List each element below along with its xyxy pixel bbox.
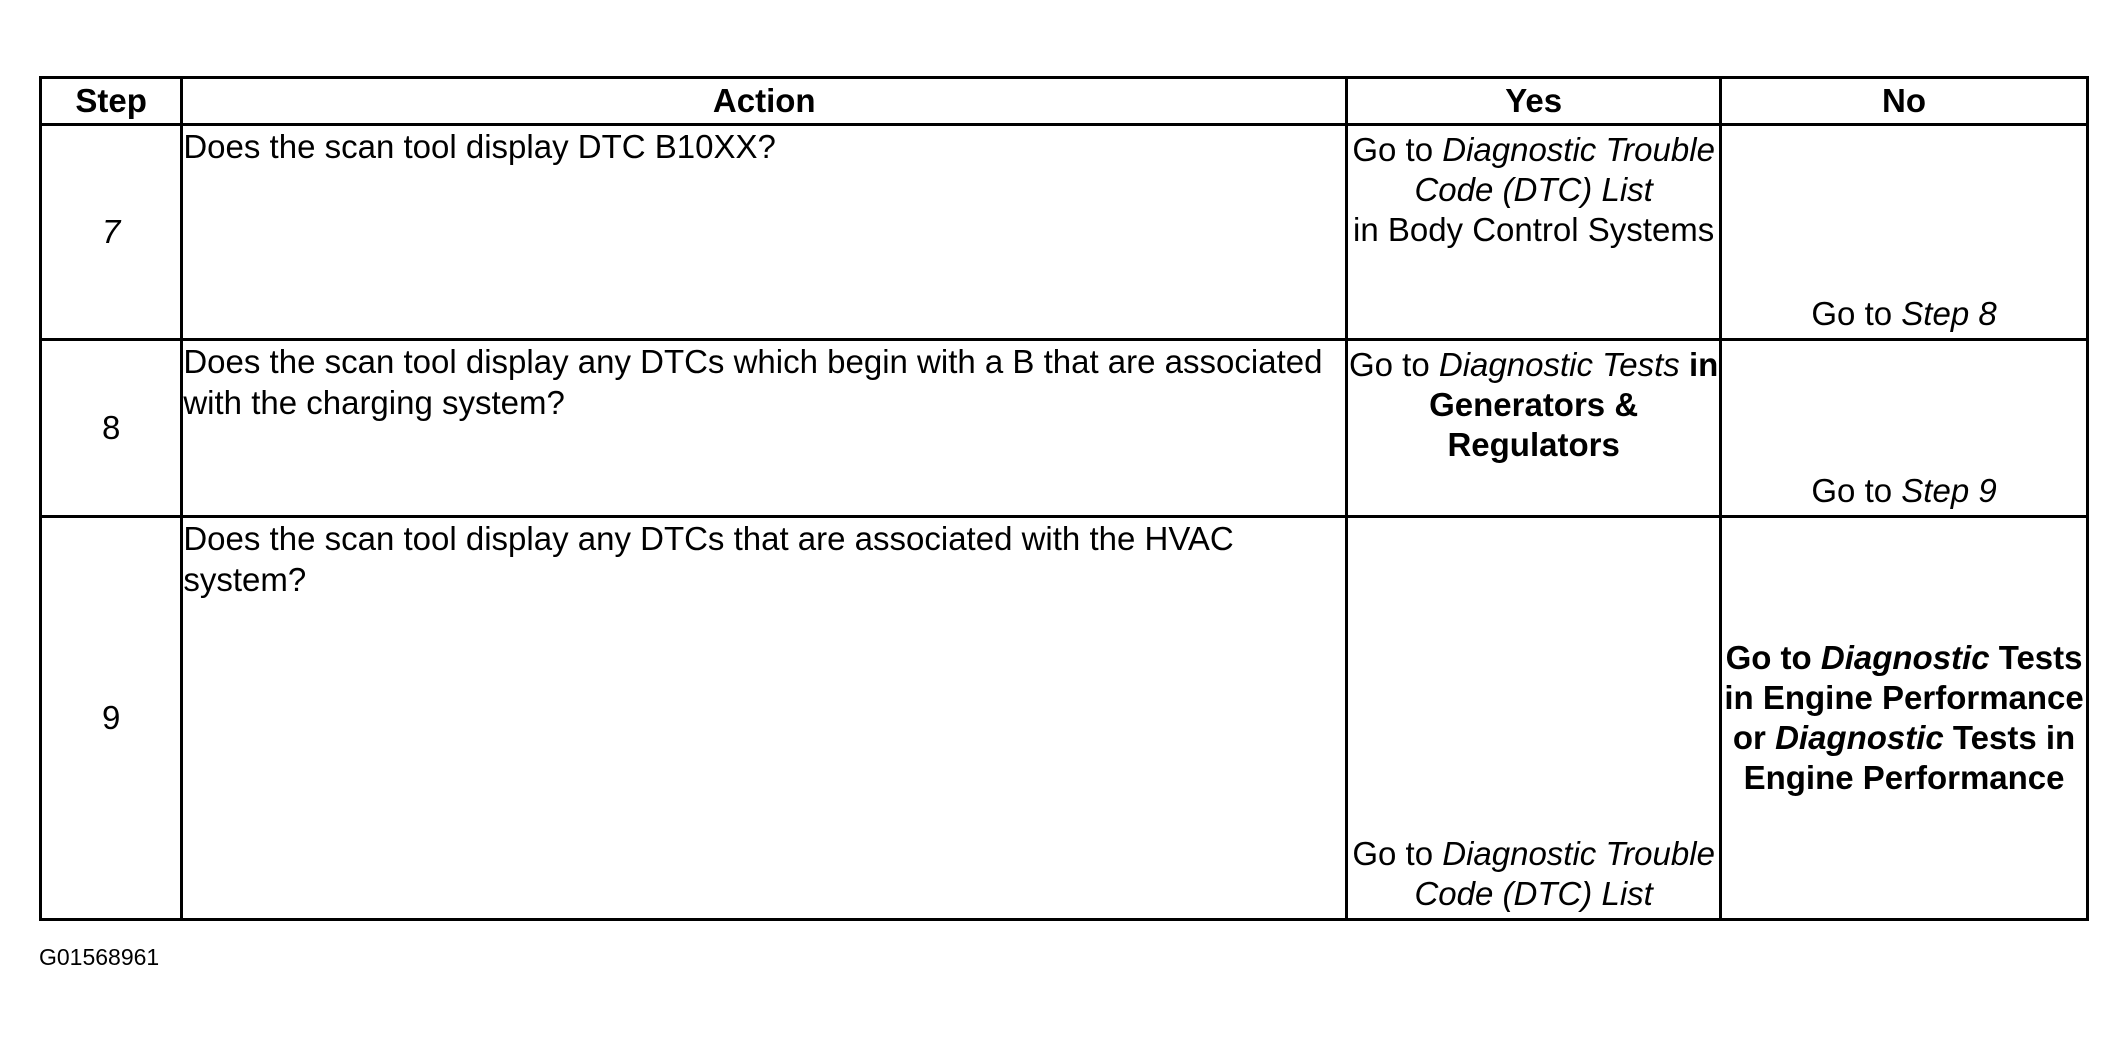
yes-prefix: Go to — [1352, 835, 1443, 872]
yes-cell — [1347, 340, 1721, 517]
no-prefix: Go to — [1811, 472, 1902, 509]
step-number: 7 — [41, 125, 182, 340]
yes-suffix: in Generators & Regulators — [1429, 346, 1719, 463]
no-instruction — [1811, 294, 1996, 334]
yes-prefix: Go to — [1348, 346, 1439, 383]
no-link-1[interactable]: Diagnostic — [1820, 639, 1990, 676]
yes-prefix: Go to — [1352, 131, 1443, 168]
no-prefix: Go to — [1811, 295, 1902, 332]
yes-link[interactable]: Diagnostic Trouble Code (DTC) List — [1414, 131, 1715, 208]
yes-cell — [1347, 517, 1721, 920]
yes-instruction — [1348, 345, 1719, 465]
header-action: Action — [182, 78, 1347, 125]
yes-instruction — [1348, 130, 1719, 250]
no-suffix: Tests in Engine Performance — [1743, 719, 2076, 796]
table-row-step-8 — [41, 340, 2088, 517]
no-middle: Tests in Engine Performance or — [1724, 639, 2084, 756]
action-text: Does the scan tool display any DTCs that are associated with the HVAC system? — [182, 517, 1347, 920]
diagnostic-table — [39, 76, 2089, 921]
action-text: Does the scan tool display any DTCs which begin with a B that are associated with the charging system? — [182, 340, 1347, 517]
table-row-step-9 — [41, 517, 2088, 920]
no-instruction — [1722, 638, 2086, 798]
no-prefix: Go to — [1725, 639, 1821, 676]
table-row-step-7 — [41, 125, 2088, 340]
no-link[interactable]: Step 9 — [1901, 472, 1997, 509]
yes-link[interactable]: Diagnostic Trouble Code (DTC) List — [1414, 835, 1715, 912]
no-link[interactable]: Step 8 — [1901, 295, 1997, 332]
action-text: Does the scan tool display DTC B10XX? — [182, 125, 1347, 340]
figure-id: G01568961 — [39, 944, 160, 970]
header-row — [41, 78, 2088, 125]
yes-cell — [1347, 125, 1721, 340]
header-no: No — [1721, 78, 2088, 125]
step-number: 9 — [41, 517, 182, 920]
step-number: 8 — [41, 340, 182, 517]
header-step: Step — [41, 78, 182, 125]
no-cell — [1721, 340, 2088, 517]
no-instruction — [1811, 471, 1996, 511]
yes-instruction — [1348, 834, 1719, 914]
no-cell — [1721, 125, 2088, 340]
yes-link[interactable]: Diagnostic Tests — [1438, 346, 1680, 383]
yes-suffix: in Body Control Systems — [1352, 211, 1715, 248]
no-cell — [1721, 517, 2088, 920]
no-link-2[interactable]: Diagnostic — [1775, 719, 1944, 756]
header-yes: Yes — [1347, 78, 1721, 125]
